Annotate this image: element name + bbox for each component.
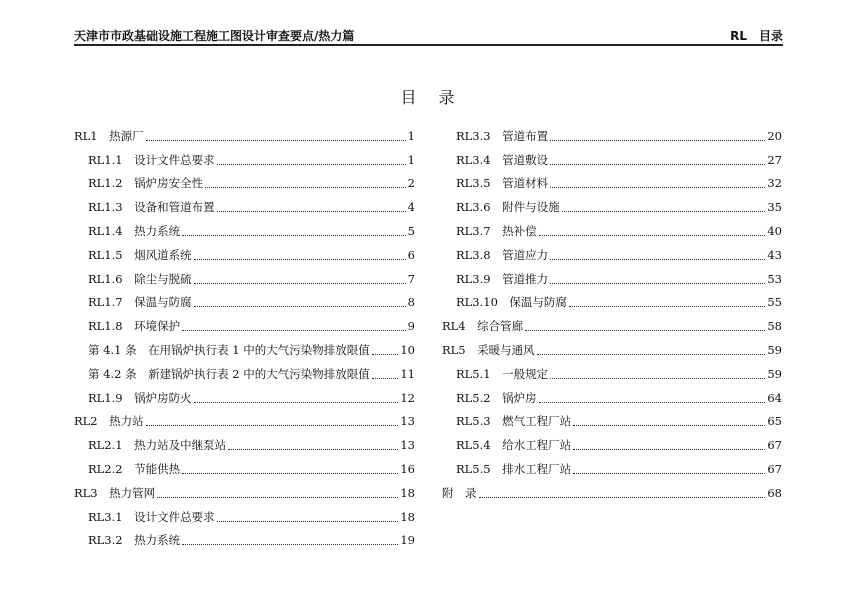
toc-entry[interactable] bbox=[442, 243, 782, 267]
toc-entry-label: RL5.1 一般规定 bbox=[456, 366, 549, 381]
toc-entry-page: 20 bbox=[767, 128, 782, 143]
toc-leader-dots bbox=[228, 440, 398, 450]
toc-entry[interactable] bbox=[74, 291, 415, 315]
toc-entry[interactable] bbox=[74, 481, 415, 505]
toc-entry-page: 40 bbox=[767, 224, 782, 239]
toc-entry-label: RL2.1 热力站及中继泵站 bbox=[88, 438, 227, 453]
toc-entry-label: RL1.7 保温与防腐 bbox=[88, 295, 192, 310]
toc-entry[interactable] bbox=[74, 362, 415, 386]
toc-leader-dots bbox=[550, 274, 765, 284]
toc-entry[interactable] bbox=[74, 457, 415, 481]
toc-leader-dots bbox=[157, 488, 398, 498]
toc-entry-label: RL4 综合管廊 bbox=[442, 319, 524, 334]
toc-entry[interactable] bbox=[442, 195, 782, 219]
toc-entry[interactable] bbox=[74, 433, 415, 457]
toc-leader-dots bbox=[372, 345, 399, 355]
toc-entry-label: RL1 热源厂 bbox=[74, 128, 144, 143]
toc-entry-page: 58 bbox=[767, 319, 782, 334]
toc-entry-page: 68 bbox=[767, 485, 782, 500]
toc-entry-page: 53 bbox=[767, 271, 782, 286]
toc-entry-label: RL2.2 节能供热 bbox=[88, 462, 181, 477]
toc-entry-label: RL3 热力管网 bbox=[74, 485, 156, 500]
toc-entry-page: 67 bbox=[767, 438, 782, 453]
toc-entry-page: 18 bbox=[400, 509, 415, 524]
toc-entry-page: 2 bbox=[407, 176, 415, 191]
toc-leader-dots bbox=[372, 369, 399, 379]
toc-entry[interactable] bbox=[442, 291, 782, 315]
toc-entry-page: 5 bbox=[407, 224, 415, 239]
toc-entry[interactable] bbox=[442, 314, 782, 338]
toc-entry[interactable] bbox=[74, 124, 415, 148]
toc-entry-page: 32 bbox=[767, 176, 782, 191]
document-title: 天津市市政基础设施工程施工图设计审查要点/热力篇 bbox=[74, 29, 355, 43]
toc-entry[interactable] bbox=[442, 481, 782, 505]
toc-entry-label: RL3.10 保温与防腐 bbox=[456, 295, 567, 310]
toc-entry[interactable] bbox=[74, 148, 415, 172]
toc-entry-page: 8 bbox=[407, 295, 415, 310]
page-title: 目录 bbox=[400, 88, 477, 107]
toc-entry-page: 67 bbox=[767, 462, 782, 477]
toc-leader-dots bbox=[539, 226, 766, 236]
toc-entry-page: 13 bbox=[400, 414, 415, 429]
toc-entry-page: 1 bbox=[407, 128, 415, 143]
page-header bbox=[74, 26, 783, 46]
toc-entry-label: RL3.6 附件与设施 bbox=[456, 200, 560, 215]
toc-entry-label: RL2 热力站 bbox=[74, 414, 144, 429]
toc-leader-dots bbox=[479, 488, 766, 498]
toc-entry-label: RL3.7 热补偿 bbox=[456, 224, 537, 239]
toc-leader-dots bbox=[573, 440, 765, 450]
toc-entry-label: RL1.3 设备和管道布置 bbox=[88, 200, 215, 215]
toc-entry-page: 7 bbox=[407, 271, 415, 286]
toc-leader-dots bbox=[205, 178, 406, 188]
toc-entry-label: RL3.5 管道材料 bbox=[456, 176, 549, 191]
toc-entry[interactable] bbox=[442, 410, 782, 434]
toc-entry[interactable] bbox=[442, 386, 782, 410]
toc-entry-label: RL5.2 锅炉房 bbox=[456, 390, 537, 405]
toc-entry-page: 65 bbox=[767, 414, 782, 429]
toc-entry-label: RL1.2 锅炉房安全性 bbox=[88, 176, 204, 191]
toc-entry-page: 1 bbox=[407, 152, 415, 167]
toc-entry[interactable] bbox=[74, 267, 415, 291]
toc-entry[interactable] bbox=[74, 505, 415, 529]
toc-entry[interactable] bbox=[74, 243, 415, 267]
toc-entry-page: 64 bbox=[767, 390, 782, 405]
toc-entry-label: 第 4.2 条 新建锅炉执行表 2 中的大气污染物排放限值 bbox=[88, 366, 370, 381]
toc-entry-label: RL3.2 热力系统 bbox=[88, 533, 181, 548]
toc-entry-page: 27 bbox=[767, 152, 782, 167]
toc-entry-label: RL5 采暖与通风 bbox=[442, 343, 535, 358]
toc-entry[interactable] bbox=[442, 148, 782, 172]
toc-entry-page: 13 bbox=[400, 438, 415, 453]
toc-leader-dots bbox=[194, 393, 399, 403]
toc-entry[interactable] bbox=[442, 172, 782, 196]
toc-leader-dots bbox=[182, 321, 406, 331]
toc-leader-dots bbox=[217, 512, 399, 522]
toc-leader-dots bbox=[550, 178, 765, 188]
toc-leader-dots bbox=[550, 369, 765, 379]
toc-entry-page: 35 bbox=[767, 200, 782, 215]
toc-entry-page: 12 bbox=[400, 390, 415, 405]
toc-entry[interactable] bbox=[74, 338, 415, 362]
toc-leader-dots bbox=[539, 393, 766, 403]
toc-leader-dots bbox=[182, 535, 398, 545]
toc-leader-dots bbox=[146, 131, 406, 141]
toc-entry[interactable] bbox=[442, 124, 782, 148]
toc-entry[interactable] bbox=[442, 362, 782, 386]
toc-entry-label: RL1.9 锅炉房防火 bbox=[88, 390, 192, 405]
toc-entry-page: 59 bbox=[767, 343, 782, 358]
toc-entry[interactable] bbox=[74, 529, 415, 553]
toc-entry-page: 18 bbox=[400, 485, 415, 500]
toc-right-column bbox=[442, 124, 782, 505]
toc-leader-dots bbox=[550, 250, 765, 260]
toc-entry-label: 附 录 bbox=[442, 485, 477, 500]
toc-entry-label: RL1.8 环境保护 bbox=[88, 319, 181, 334]
toc-entry-label: 第 4.1 条 在用锅炉执行表 1 中的大气污染物排放限值 bbox=[88, 343, 370, 358]
toc-entry-label: RL3.3 管道布置 bbox=[456, 128, 549, 143]
toc-entry-label: RL1.5 烟风道系统 bbox=[88, 247, 192, 262]
toc-entry-label: RL3.8 管道应力 bbox=[456, 247, 549, 262]
toc-leader-dots bbox=[182, 226, 406, 236]
toc-entry[interactable] bbox=[442, 338, 782, 362]
toc-entry[interactable] bbox=[74, 386, 415, 410]
toc-leader-dots bbox=[550, 131, 765, 141]
toc-entry-page: 16 bbox=[400, 462, 415, 477]
toc-entry[interactable] bbox=[442, 433, 782, 457]
toc-entry[interactable] bbox=[74, 410, 415, 434]
toc-leader-dots bbox=[525, 321, 765, 331]
toc-entry-label: RL3.9 管道推力 bbox=[456, 271, 549, 286]
toc-leader-dots bbox=[569, 297, 765, 307]
toc-entry-label: RL5.5 排水工程厂站 bbox=[456, 462, 572, 477]
toc-entry-page: 4 bbox=[407, 200, 415, 215]
toc-leader-dots bbox=[146, 416, 399, 426]
toc-entry-label: RL5.4 给水工程厂站 bbox=[456, 438, 572, 453]
toc-leader-dots bbox=[537, 345, 766, 355]
section-label: RL 目录 bbox=[730, 29, 783, 43]
toc-leader-dots bbox=[182, 464, 398, 474]
toc-entry[interactable] bbox=[442, 267, 782, 291]
toc-entry-label: RL5.3 燃气工程厂站 bbox=[456, 414, 572, 429]
toc-entry[interactable] bbox=[74, 172, 415, 196]
toc-entry-page: 19 bbox=[400, 533, 415, 548]
toc-entry-label: RL1.6 除尘与脱硫 bbox=[88, 271, 192, 286]
toc-left-column bbox=[74, 124, 415, 552]
toc-entry-label: RL1.4 热力系统 bbox=[88, 224, 181, 239]
toc-entry[interactable] bbox=[74, 195, 415, 219]
toc-entry[interactable] bbox=[442, 219, 782, 243]
toc-entry[interactable] bbox=[442, 457, 782, 481]
toc-leader-dots bbox=[573, 416, 765, 426]
toc-leader-dots bbox=[217, 155, 406, 165]
toc-entry-label: RL1.1 设计文件总要求 bbox=[88, 152, 215, 167]
toc-leader-dots bbox=[194, 274, 406, 284]
toc-leader-dots bbox=[573, 464, 765, 474]
toc-entry[interactable] bbox=[74, 219, 415, 243]
toc-entry-label: RL3.4 管道敷设 bbox=[456, 152, 549, 167]
toc-leader-dots bbox=[194, 297, 406, 307]
toc-entry-label: RL3.1 设计文件总要求 bbox=[88, 509, 215, 524]
toc-entry-page: 43 bbox=[767, 247, 782, 262]
toc-entry-page: 9 bbox=[407, 319, 415, 334]
toc-entry-page: 11 bbox=[400, 366, 415, 381]
toc-leader-dots bbox=[562, 202, 766, 212]
toc-leader-dots bbox=[217, 202, 406, 212]
toc-entry-page: 55 bbox=[767, 295, 782, 310]
toc-entry-page: 6 bbox=[407, 247, 415, 262]
toc-leader-dots bbox=[194, 250, 406, 260]
toc-entry[interactable] bbox=[74, 314, 415, 338]
toc-leader-dots bbox=[550, 155, 765, 165]
toc-entry-page: 10 bbox=[400, 343, 415, 358]
toc-entry-page: 59 bbox=[767, 366, 782, 381]
